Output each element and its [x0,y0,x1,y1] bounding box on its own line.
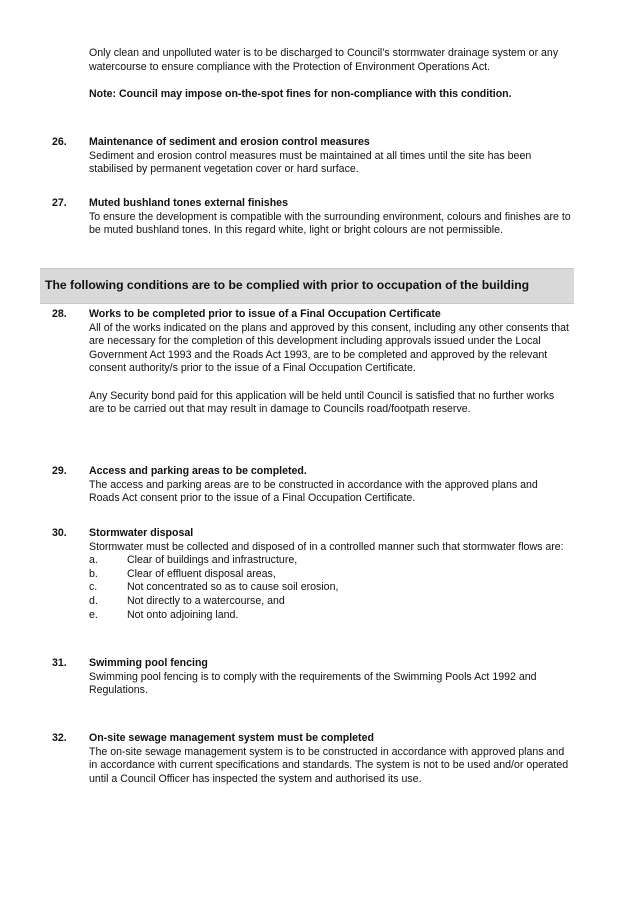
condition-title: Access and parking areas to be completed. [89,465,307,477]
condition-text: The on-site sewage management system is to be constructed in accordance with approved plans and in accordance with current specifications and standards. The system is not to be used and/or operated until a Council Officer has inspected the system and authorised its use. [89,745,569,785]
list-item: c. Not concentrated so as to cause soil erosion, [89,581,339,594]
condition-title: Works to be completed prior to issue of a Final Occupation Certificate [89,308,441,320]
condition-28 [52,308,571,417]
condition-26 [52,136,571,177]
condition-number: 30. [52,527,67,539]
condition-number: 27. [52,197,67,209]
condition-text: To ensure the development is compatible with the surrounding environment, colours and finishes are to be muted bushland tones. In this regard white, light or bright colours are not permissible. [89,210,571,237]
list-item: a. Clear of buildings and infrastructure, [89,554,298,567]
condition-title: Maintenance of sediment and erosion control measures [89,136,370,148]
condition-29 [52,465,571,506]
condition-31 [52,657,571,698]
intro-section [89,47,571,101]
condition-title: Stormwater disposal [89,527,194,539]
condition-text: Any Security bond paid for this application will be held until Council is satisfied that no further works are to be carried out that may result in damage to Councils road/footpath reserve. [89,389,555,416]
section-banner [40,268,574,304]
condition-text: The access and parking areas are to be constructed in accordance with the approved plans and Roads Act consent prior to the issue of a Final Occupation Certificate. [89,478,538,505]
condition-number: 31. [52,657,67,669]
condition-list [89,554,571,622]
list-item: b. Clear of effluent disposal areas, [89,567,276,580]
condition-title: Swimming pool fencing [89,657,208,669]
condition-number: 28. [52,308,67,320]
list-item: e. Not onto adjoining land. [89,608,239,621]
condition-27 [52,197,571,238]
condition-text: Swimming pool fencing is to comply with the requirements of the Swimming Pools Act 1992 and Regulations. [89,670,537,697]
condition-text: All of the works indicated on the plans and approved by this consent, including any other consents that are necessary for the completion of this development including approvals issued under the Local Government Act 1993 and the Roads Act 1993, are to be completed and approved by the relevant consent authority/s prior to the issue of a Final Occupation Certificate. [89,321,569,375]
intro-note: Note: Council may impose on-the-spot fines for non-compliance with this condition. [89,87,512,100]
list-item: d. Not directly to a watercourse, and [89,594,285,607]
condition-number: 32. [52,732,67,744]
condition-number: 26. [52,136,67,148]
condition-title: Muted bushland tones external finishes [89,197,288,209]
condition-number: 29. [52,465,67,477]
section-banner-title: The following conditions are to be complied with prior to occupation of the building [45,278,530,293]
condition-32 [52,732,571,786]
condition-text: Stormwater must be collected and disposed of in a controlled manner such that stormwater flows are: [89,540,564,553]
intro-paragraph: Only clean and unpolluted water is to be discharged to Council’s stormwater drainage system or any watercourse to ensure compliance with the Protection of Environment Operations Act. [89,47,559,73]
condition-text: Sediment and erosion control measures must be maintained at all times until the site has been stabilised by permanent vegetation cover or hard surface. [89,149,532,176]
condition-title: On-site sewage management system must be completed [89,732,374,744]
condition-30 [52,527,571,622]
